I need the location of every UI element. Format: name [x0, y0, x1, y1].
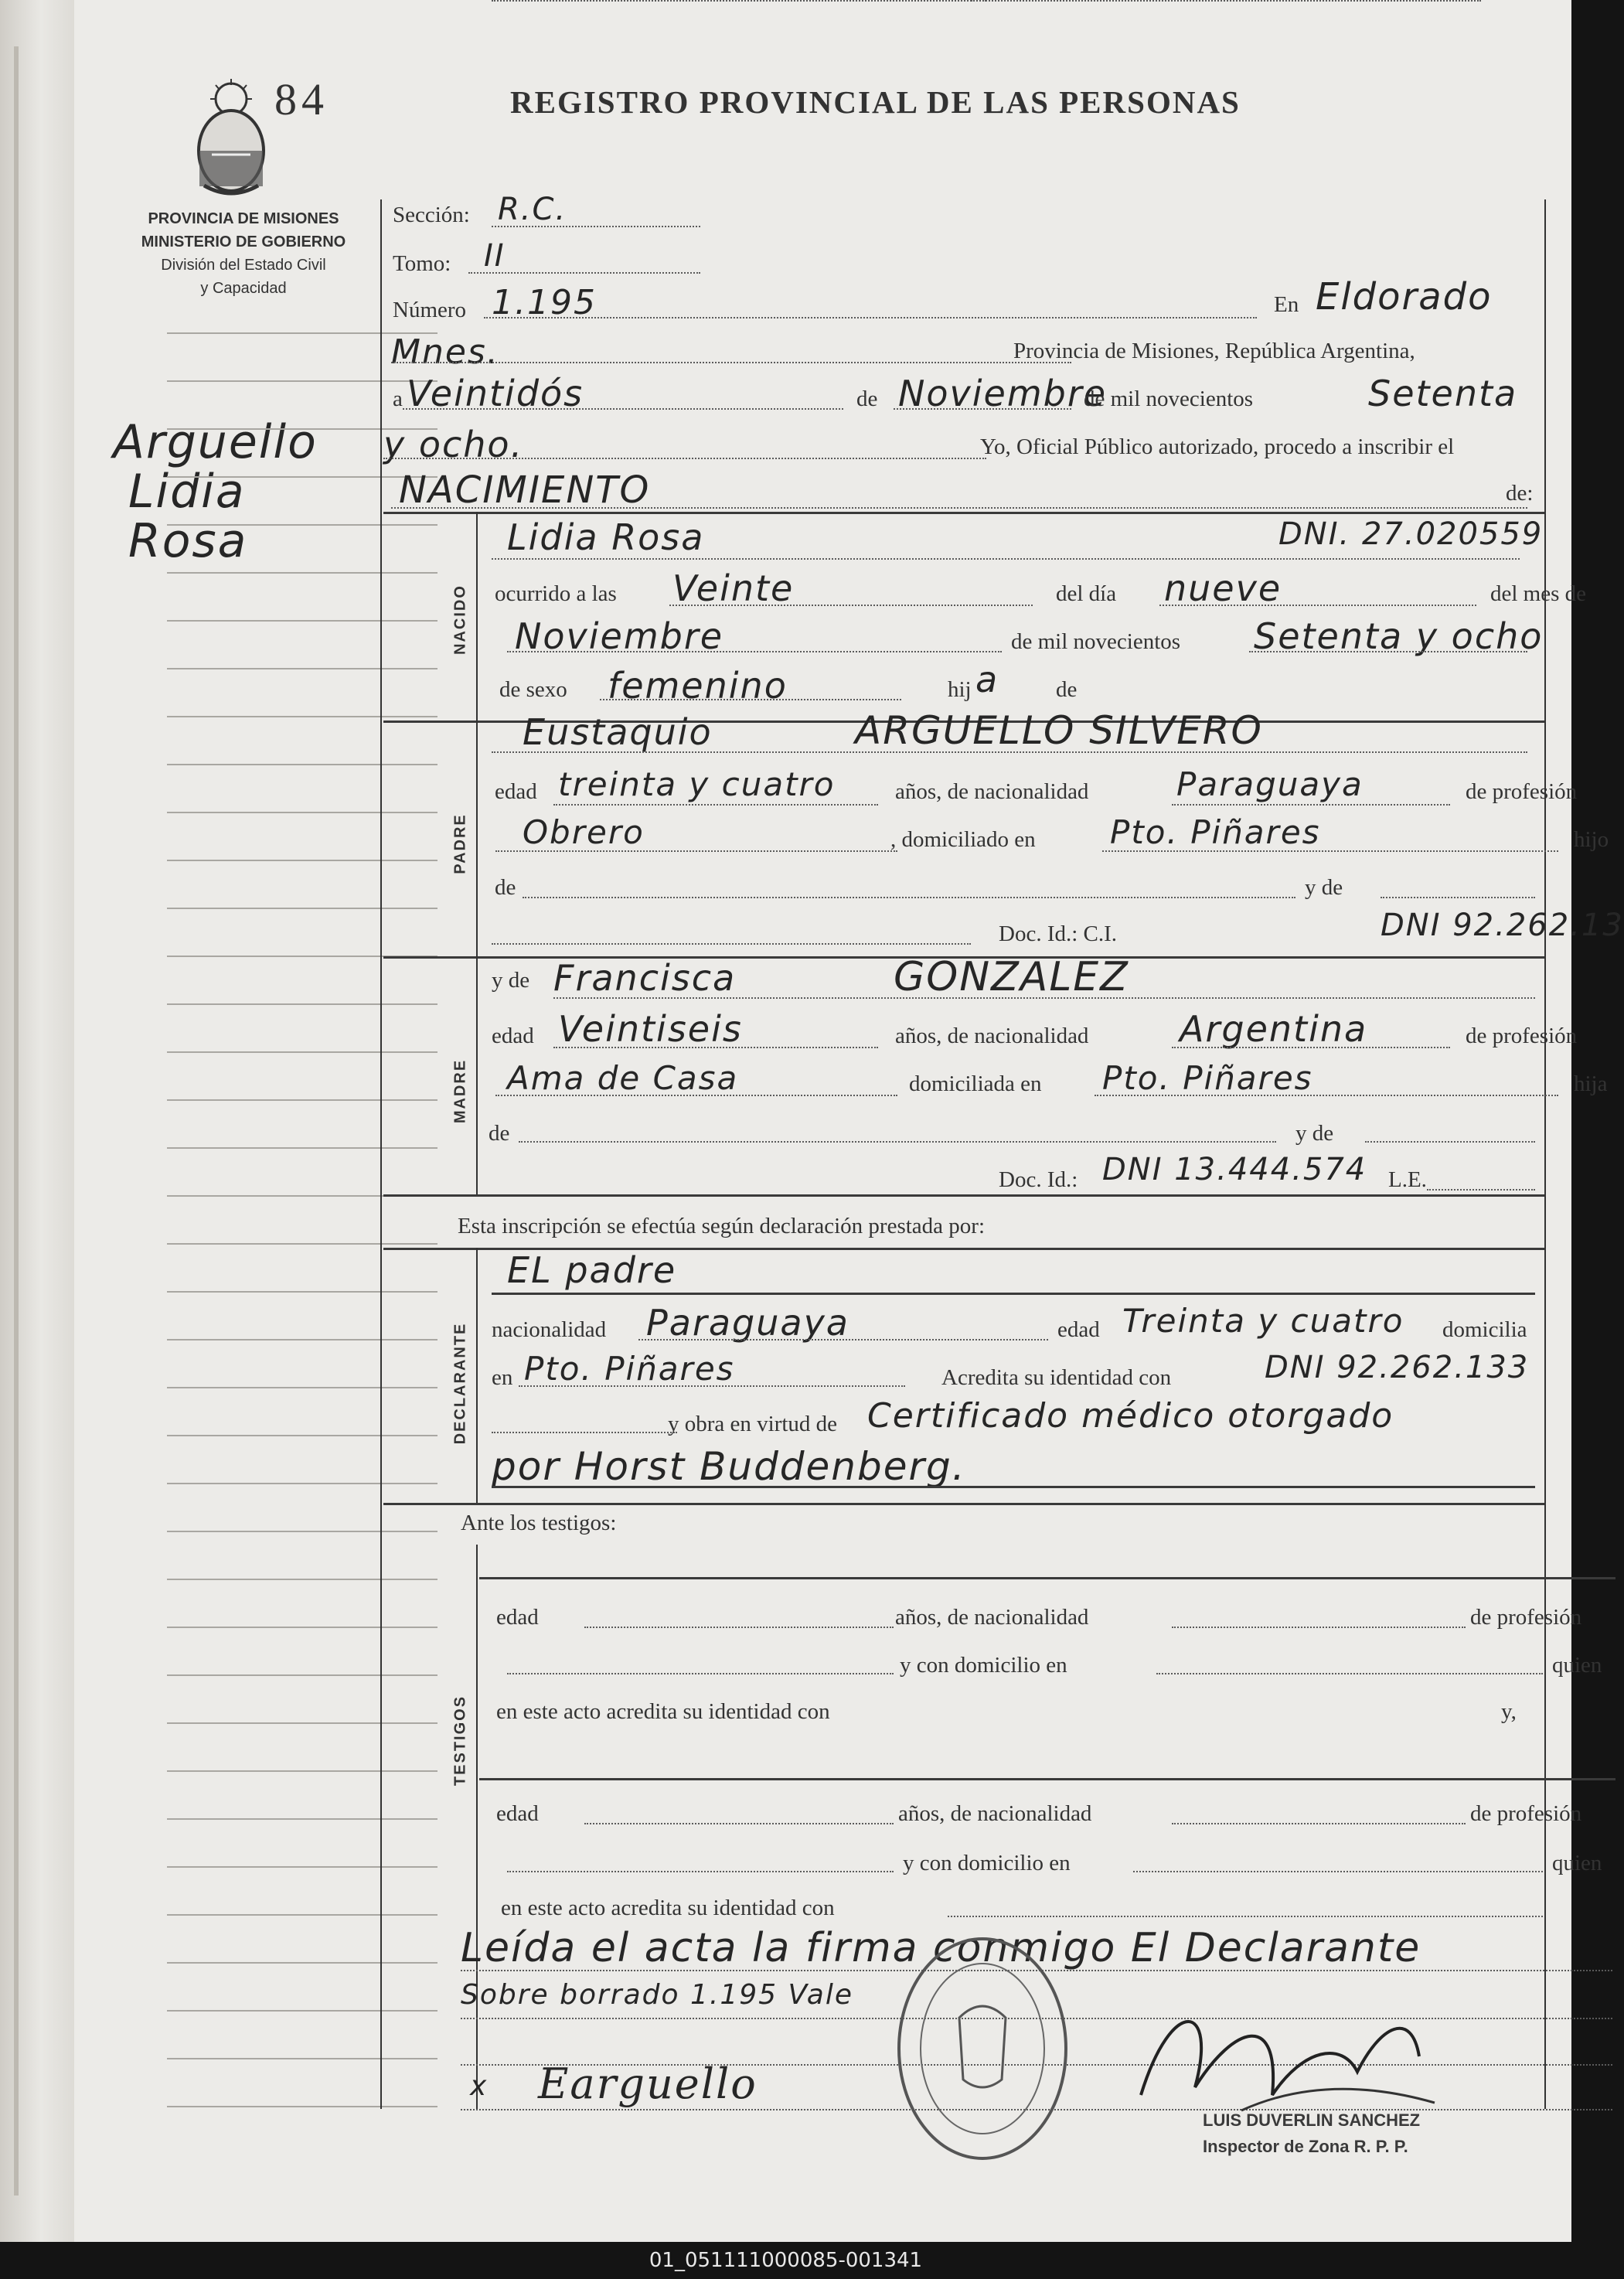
official-title: Inspector de Zona R. P. P.: [1203, 2137, 1408, 2156]
margin-rule: [167, 1291, 437, 1293]
margin-rule: [167, 1531, 437, 1532]
declarante-acredita-label: Acredita su identidad con: [941, 1365, 1172, 1390]
nacido-nombre: Lidia Rosa: [507, 516, 705, 558]
margin-rule: [167, 1099, 437, 1101]
tomo-value: II: [484, 238, 506, 274]
margin-rule: [167, 1579, 437, 1580]
del-dia-label: del día: [1056, 581, 1117, 606]
testigo1-acredita-label: en este acto acredita su identidad con: [496, 1699, 830, 1724]
testigo1-edad-label: edad: [496, 1605, 539, 1630]
declarante-domicilio-value: Pto. Piñares: [524, 1350, 735, 1388]
madre-profesion-label: de profesión: [1466, 1024, 1578, 1048]
testigo1-y-label: y,: [1501, 1699, 1517, 1724]
testigo2-anios-label: años, de nacionalidad: [898, 1801, 1092, 1826]
lugar-value: Mnes.: [391, 332, 499, 372]
madre-hija-label: hija: [1574, 1071, 1608, 1096]
margin-rule: [167, 1818, 437, 1820]
madre-nacionalidad-value: Argentina: [1180, 1008, 1368, 1050]
margin-rule: [167, 620, 437, 622]
padre-apellido: ARGUELLO SILVERO: [855, 708, 1263, 753]
declarante-acredita-value: DNI 92.262.133: [1265, 1350, 1530, 1385]
testigo2-acredita-label: en este acto acredita su identidad con: [501, 1896, 835, 1920]
del-mes-label: del mes de: [1490, 581, 1587, 606]
issuer-division: División del Estado Civil: [161, 257, 326, 274]
margin-rule: [167, 716, 437, 717]
mil-text: de mil novecientos: [1084, 387, 1254, 411]
record-sheet: [74, 0, 1624, 2242]
madre-edad-value: Veintiseis: [558, 1008, 743, 1050]
en-value: Eldorado: [1316, 275, 1493, 319]
margin-rule: [167, 1770, 437, 1772]
margin-rule: [167, 1051, 437, 1053]
margin-rule: [167, 1722, 437, 1724]
madre-le-label: L.E.: [1388, 1167, 1427, 1192]
madre-domiciliada-label: domiciliada en: [909, 1071, 1042, 1096]
frame-left-rule: [380, 199, 382, 2109]
madre-edad-label: edad: [492, 1024, 534, 1048]
margin-second-name: Rosa: [128, 514, 248, 568]
sexo-label: de sexo: [499, 677, 567, 702]
declarante-edad-value: Treinta y cuatro: [1122, 1302, 1404, 1340]
madre-domicilio-value: Pto. Piñares: [1102, 1059, 1313, 1097]
numero-value: 1.195: [492, 283, 597, 322]
numero-label: Número: [393, 298, 467, 322]
ocurrido-label: ocurrido a las: [495, 581, 617, 606]
margin-rule: [167, 1435, 437, 1436]
madre-nombre: Francisca: [553, 957, 737, 999]
testigo1-profesion-label: de profesión: [1470, 1605, 1582, 1630]
margin-rule: [167, 812, 437, 813]
declarante-obra-label: y obra en virtud de: [668, 1412, 838, 1436]
testigo1-domicilio-label: y con domicilio en: [900, 1653, 1067, 1678]
testigo2-edad-label: edad: [496, 1801, 539, 1826]
padre-domiciliado-label: , domiciliado en: [890, 827, 1036, 852]
padre-edad-value: treinta y cuatro: [558, 765, 836, 803]
margin-first-name: Lidia: [128, 465, 246, 519]
padre-nacionalidad-value: Paraguaya: [1176, 765, 1364, 803]
de-label: de: [856, 387, 878, 411]
dia-registro-value: Veintidós: [407, 373, 584, 414]
margin-rule: [167, 1674, 437, 1676]
nacido-dni: DNI. 27.020559: [1278, 516, 1544, 552]
seccion-label: Sección:: [393, 203, 470, 227]
anio-registro-value2: y ocho.: [383, 424, 524, 465]
padre-anios-label: años, de nacionalidad: [895, 779, 1089, 804]
madre-anios-label: años, de nacionalidad: [895, 1024, 1089, 1048]
declarante-edad-label: edad: [1057, 1317, 1100, 1342]
margin-name: [113, 417, 318, 566]
coat-of-arms-icon: [189, 77, 274, 201]
margin-rule: [167, 476, 437, 478]
madre-y-de2-label: y de: [1295, 1121, 1334, 1146]
nacido-de-label: de: [1056, 677, 1078, 702]
issuer-province: PROVINCIA DE MISIONES: [148, 210, 339, 227]
issuer-capacity: y Capacidad: [200, 280, 287, 297]
margin-rule: [167, 1003, 437, 1005]
binding-strip: [0, 0, 74, 2242]
padre-edad-label: edad: [495, 779, 537, 804]
margin-rule: [167, 524, 437, 526]
anio-nacimiento-value: Setenta y ocho: [1254, 615, 1544, 657]
margin-rule: [167, 908, 437, 909]
document-id-footer: 01_051111000085-001341: [0, 2242, 1571, 2279]
margin-rule: [167, 668, 437, 669]
margin-rule: [167, 1914, 437, 1916]
margin-rule: [167, 1339, 437, 1340]
declarante-nombre: EL padre: [507, 1249, 677, 1291]
margin-rule: [167, 1483, 437, 1484]
madre-apellido: GONZALEZ: [894, 954, 1129, 1000]
padre-doc-value: DNI 92.262.13: [1381, 908, 1624, 943]
madre-section-label: MADRE: [451, 1058, 469, 1124]
madre-doc-value: DNI 13.444.574: [1102, 1152, 1367, 1187]
margin-rule: [167, 860, 437, 861]
cierre-line1: Leída el acta la firma conmigo El Declarante: [461, 1925, 1421, 1971]
testigo1-quien-label: quien: [1552, 1653, 1602, 1678]
margin-rule: [167, 2010, 437, 2012]
hij-label: hij: [948, 677, 972, 702]
margin-rule: [167, 572, 437, 574]
x-mark: x: [470, 2070, 489, 2102]
dia-nacimiento-value: nueve: [1164, 567, 1282, 609]
declarante-obra-value2: por Horst Buddenberg.: [492, 1444, 966, 1489]
margin-rule: [167, 1627, 437, 1628]
sexo-value: femenino: [608, 665, 788, 707]
de-colon: de:: [1506, 481, 1534, 506]
testigos-section-label: TESTIGOS: [451, 1695, 469, 1787]
testigo2-profesion-label: de profesión: [1470, 1801, 1582, 1826]
madre-profesion-value: Ama de Casa: [507, 1059, 739, 1097]
anio-registro-value: Setenta: [1368, 373, 1518, 414]
margin-rule: [167, 1962, 437, 1964]
declarante-domicilia-label: domicilia: [1442, 1317, 1527, 1342]
margin-rule: [167, 764, 437, 765]
margin-rule: [167, 1866, 437, 1868]
declaracion-intro: Esta inscripción se efectúa según declaración prestada por:: [458, 1214, 986, 1238]
declarante-nacionalidad-value: Paraguaya: [646, 1302, 849, 1344]
declarante-en-label: en: [492, 1365, 513, 1390]
testigo2-domicilio-label: y con domicilio en: [903, 1851, 1071, 1875]
testigo2-quien-label: quien: [1552, 1851, 1602, 1875]
page-title: REGISTRO PROVINCIAL DE LAS PERSONAS: [510, 84, 1241, 120]
declarante-signature: Earguello: [538, 2059, 758, 2108]
declarante-obra-value: Certificado médico otorgado: [867, 1396, 1394, 1436]
madre-doc-label: Doc. Id.:: [999, 1167, 1078, 1192]
issuer-ministry: MINISTERIO DE GOBIERNO: [141, 233, 346, 250]
seccion-value: R.C.: [498, 192, 567, 227]
official-seal-stamp: [894, 1933, 1071, 2165]
testigos-intro: Ante los testigos:: [461, 1511, 617, 1535]
en-label: En: [1274, 292, 1299, 317]
declarante-section-label: DECLARANTE: [451, 1322, 469, 1445]
mes-registro-value: Noviembre: [898, 373, 1108, 414]
a-label: a: [393, 387, 403, 411]
page-number: 84: [274, 74, 329, 124]
nacido-section-label: NACIDO: [451, 584, 469, 655]
padre-y-de-label: y de: [1305, 875, 1343, 900]
acto-value: NACIMIENTO: [399, 468, 651, 512]
margin-surname: Arguello: [113, 415, 318, 469]
hora-value: Veinte: [672, 567, 795, 609]
padre-domicilio-value: Pto. Piñares: [1110, 813, 1321, 851]
mil-nacimiento-label: de mil novecientos: [1011, 629, 1181, 654]
padre-de-label: de: [495, 875, 516, 900]
hij-value: a: [975, 659, 999, 700]
margin-rule: [167, 1243, 437, 1245]
padre-section-label: PADRE: [451, 813, 469, 874]
margin-rule: [167, 2106, 437, 2107]
padre-nombre: Eustaquio: [523, 711, 713, 753]
provincia-text: Provincia de Misiones, República Argentina,: [1013, 339, 1415, 363]
margin-rule: [167, 1387, 437, 1388]
tomo-label: Tomo:: [393, 251, 451, 276]
padre-profesion-label: de profesión: [1466, 779, 1578, 804]
padre-doc-label: Doc. Id.: C.I.: [999, 921, 1118, 946]
official-name: LUIS DUVERLIN SANCHEZ: [1203, 2110, 1421, 2130]
oficial-text: Yo, Oficial Público autorizado, procedo a inscribir el: [980, 434, 1455, 459]
issuer-block: [93, 207, 394, 300]
declarante-nacionalidad-label: nacionalidad: [492, 1317, 607, 1342]
margin-rule: [167, 2058, 437, 2059]
testigo1-anios-label: años, de nacionalidad: [895, 1605, 1089, 1630]
mes-nacimiento-value: Noviembre: [515, 615, 724, 657]
margin-rule: [167, 1147, 437, 1149]
madre-de-label: de: [489, 1121, 510, 1146]
margin-rule: [167, 380, 437, 382]
padre-hijo-label: hijo: [1574, 827, 1609, 852]
cierre-line2: Sobre borrado 1.195 Vale: [461, 1979, 854, 2011]
madre-y-de-label: y de: [492, 968, 530, 993]
padre-profesion-value: Obrero: [523, 813, 645, 851]
